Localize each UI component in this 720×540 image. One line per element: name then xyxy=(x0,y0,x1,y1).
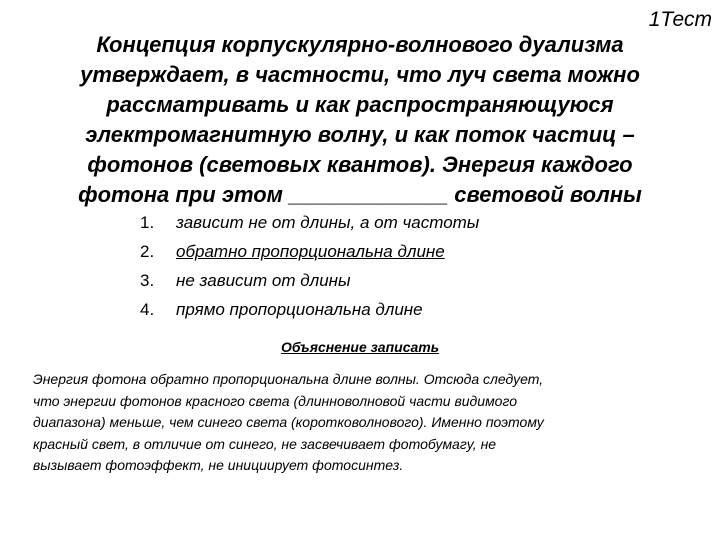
explanation-line: вызывает фотоэффект, не инициирует фотосинтез. xyxy=(33,457,404,473)
option-number: 2. xyxy=(140,242,155,261)
slide-number-label: 1Тест xyxy=(648,8,712,31)
answer-option-4[interactable] xyxy=(140,295,640,324)
question-line: фотона при этом _____________ световой волны xyxy=(78,182,642,207)
explanation-line: красный свет, в отличие от синего, не засвечивает фотобумагу, не xyxy=(33,435,497,452)
option-text-correct: обратно пропорциональна длине xyxy=(176,242,445,261)
question-text xyxy=(40,30,680,210)
option-text: зависит не от длины, а от частоты xyxy=(176,213,480,232)
question-line: фотонов (световых квантов). Энергия каждого xyxy=(87,152,633,177)
option-text: не зависит от длины xyxy=(176,271,351,290)
option-number: 1. xyxy=(140,213,155,232)
answer-option-3[interactable] xyxy=(140,266,640,295)
question-line: рассматривать и как распространяющуюся xyxy=(106,92,614,117)
explanation-line: что энергии фотонов красного света (длинноволновой части видимого xyxy=(33,392,517,409)
option-number: 4. xyxy=(140,300,155,319)
answer-option-1[interactable] xyxy=(140,208,640,237)
answer-options-list xyxy=(140,208,640,324)
option-text: прямо пропорциональна длине xyxy=(176,300,423,319)
explanation-line: Энергия фотона обратно пропорциональна длине волны. Отсюда следует, xyxy=(33,371,544,387)
explanation-line: диапазона) меньше, чем синего света (коротковолнового). Именно поэтому xyxy=(33,414,544,430)
question-line: электромагнитную волну, и как поток частиц – xyxy=(85,122,635,147)
explanation-text xyxy=(33,369,698,477)
question-line: Концепция корпускулярно-волнового дуализма xyxy=(96,32,624,57)
explanation-heading: Объяснение записать xyxy=(280,339,440,355)
answer-option-2[interactable] xyxy=(140,237,640,266)
option-number: 3. xyxy=(140,271,155,290)
question-line: утверждает, в частности, что луч света можно xyxy=(80,62,640,87)
